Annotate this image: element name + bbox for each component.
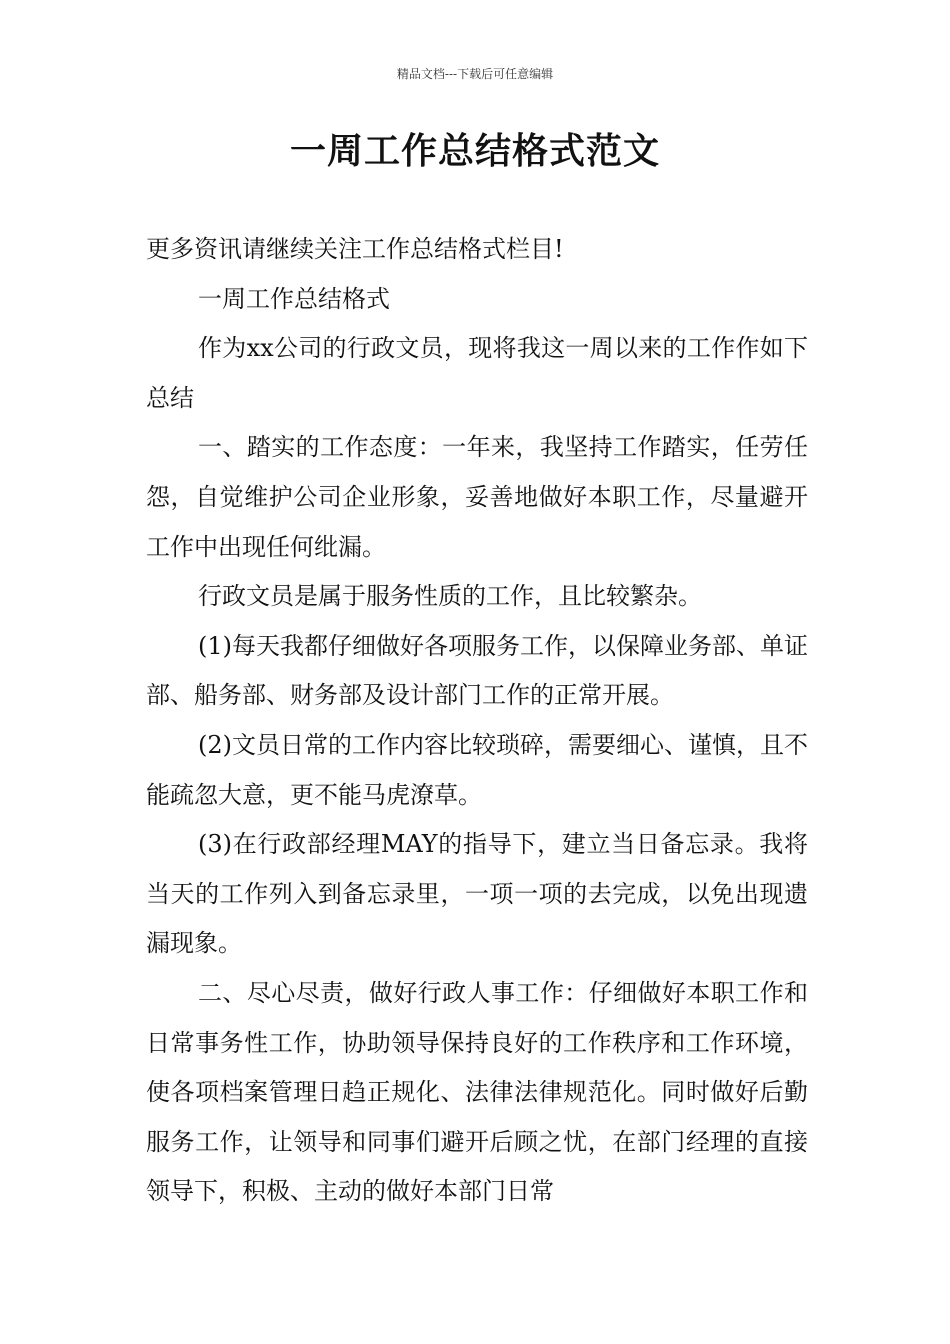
paragraph-subheading: 一周工作总结格式 <box>198 284 390 313</box>
paragraph: 二、尽心尽责，做好行政人事工作：仔细做好本职工作和日常事务性工作，协助领导保持良好的工作秩序和工作环境，使各项档案管理日趋正规化、法律法律规范化。同时做好后勤服务工作，让领导和同事们避开后顾之忧，在部门经理的直接领导下，积极、主动的做好本部门日常 <box>146 978 808 1206</box>
document-title: 一周工作总结格式范文 <box>289 131 660 172</box>
paragraph: (2)文员日常的工作内容比较琐碎，需要细心、谨慎，且不能疏忽大意，更不能马虎潦草。 <box>146 730 808 809</box>
paragraph: (1)每天我都仔细做好各项服务工作，以保障业务部、单证部、船务部、财务部及设计部门工作的正常开展。 <box>146 631 808 710</box>
paragraph: 一、踏实的工作态度：一年来，我坚持工作踏实，任劳任怨，自觉维护公司企业形象，妥善地做好本职工作，尽量避开工作中出现任何纰漏。 <box>146 433 808 561</box>
paragraph: 行政文员是属于服务性质的工作，且比较繁杂。 <box>198 582 702 611</box>
paragraph: (3)在行政部经理MAY的指导下，建立当日备忘录。我将当天的工作列入到备忘录里，一项一项的去完成，以免出现遗漏现象。 <box>146 830 808 958</box>
document-body <box>146 225 808 1217</box>
paragraph-intro: 更多资讯请继续关注工作总结格式栏目! <box>146 235 564 263</box>
paragraph: 作为xx公司的行政文员，现将我这一周以来的工作作如下总结 <box>146 334 808 412</box>
header-note: 精品文档---下载后可任意编辑 <box>396 67 554 81</box>
